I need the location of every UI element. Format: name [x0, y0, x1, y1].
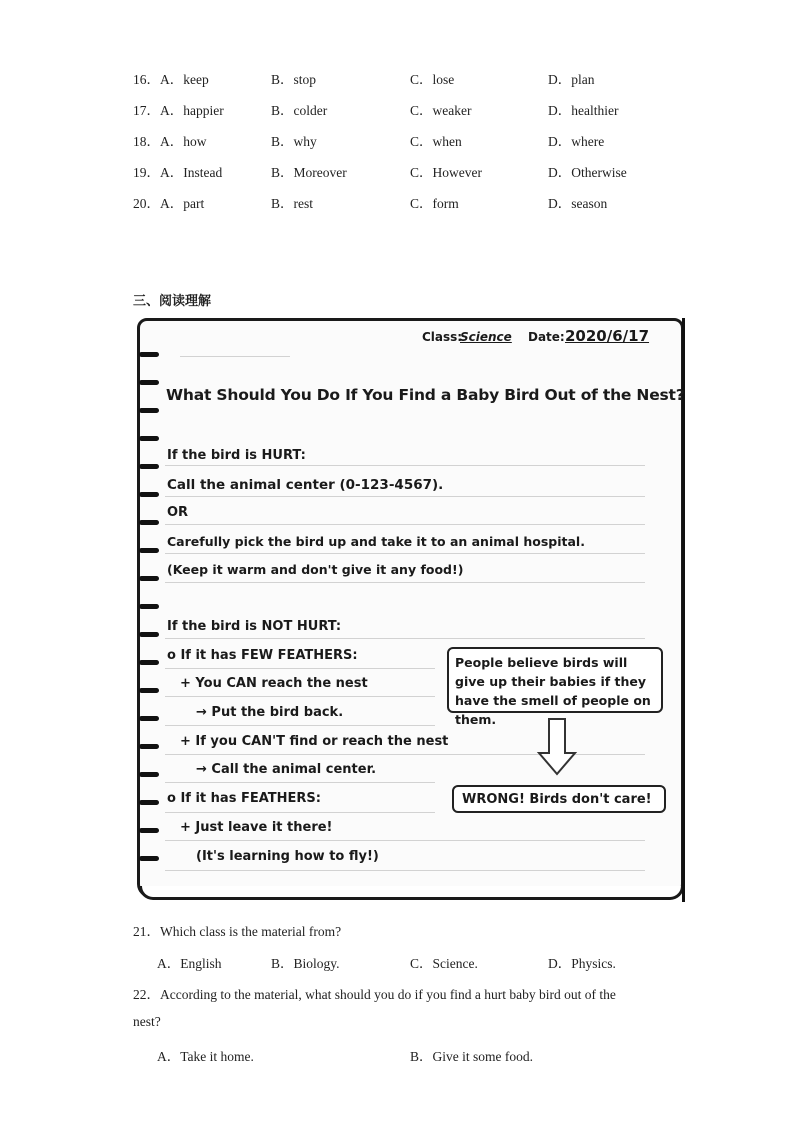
few-feathers: o If it has FEW FEATHERS: [167, 648, 358, 663]
question-22-stem-line-1: 22．According to the material, what should you do if you find a hurt baby bird out of the [133, 987, 616, 1002]
option-b: B．why [271, 134, 317, 149]
call-center: → Call the animal center. [196, 762, 377, 777]
question-22-stem-line-2: nest? [133, 1014, 161, 1029]
can-reach-nest: + You CAN reach the nest [180, 676, 368, 691]
option-d: D．Otherwise [548, 165, 627, 180]
option-c: C．weaker [410, 103, 472, 118]
option-b: B．colder [271, 103, 328, 118]
question-21-stem: 21．Which class is the material from? [133, 924, 342, 939]
option-b: B．rest [271, 196, 313, 211]
option-d: D．season [548, 196, 608, 211]
put-bird-back: → Put the bird back. [196, 705, 344, 720]
section-heading: 三、阅读理解 [133, 294, 212, 309]
option-a: A．Instead [160, 165, 223, 180]
option-d: D．plan [548, 72, 595, 87]
leave-it: + Just leave it there! [180, 820, 333, 835]
question-number: 18． [133, 134, 160, 149]
question-17-row [0, 99, 794, 121]
has-feathers: o If it has FEATHERS: [167, 791, 321, 806]
not-hurt-heading: If the bird is NOT HURT: [167, 619, 342, 634]
option-a: A．happier [160, 103, 224, 118]
q21-option-a: A．English [157, 956, 222, 971]
callout-wrong: WRONG! Birds don't care! [452, 785, 666, 813]
hurt-heading: If the bird is HURT: [167, 448, 306, 463]
option-a: A．how [160, 134, 207, 149]
question-number: 20． [133, 196, 160, 211]
class-label: Class: [422, 330, 463, 344]
option-c: C．when [410, 134, 462, 149]
q21-option-b: B．Biology. [271, 956, 340, 971]
option-c: C．However [410, 165, 482, 180]
option-c: C．lose [410, 72, 455, 87]
callout-belief: People believe birds will give up their babies if they have the smell of people on them. [447, 647, 663, 713]
hurt-or: OR [167, 505, 189, 520]
down-arrow-icon [536, 717, 578, 777]
cant-reach-nest: + If you CAN'T find or reach the nest [180, 734, 449, 749]
option-d: D．healthier [548, 103, 619, 118]
notebook-edge [682, 318, 685, 902]
question-20-row [0, 192, 794, 214]
option-b: B．stop [271, 72, 317, 87]
question-number: 19． [133, 165, 160, 180]
hurt-line-3: (Keep it warm and don't give it any food!) [167, 562, 464, 577]
q21-option-d: D．Physics. [548, 956, 616, 971]
question-19-row [0, 161, 794, 183]
q21-option-c: C．Science. [410, 956, 478, 971]
q22-option-b: B．Give it some food. [410, 1049, 533, 1064]
option-d: D．where [548, 134, 605, 149]
option-a: A．part [160, 196, 205, 211]
option-c: C．form [410, 196, 459, 211]
question-16-row [0, 68, 794, 90]
q22-option-a: A．Take it home. [157, 1049, 254, 1064]
question-18-row [0, 130, 794, 152]
date-value: 2020/6/17 [565, 327, 650, 345]
notebook-title: What Should You Do If You Find a Baby Bird Out of the Nest? [166, 386, 685, 404]
class-value: Science [460, 330, 512, 344]
notebook-base [139, 886, 684, 900]
question-number: 16． [133, 72, 160, 87]
hurt-line-2: Carefully pick the bird up and take it to an animal hospital. [167, 534, 585, 549]
learning-to-fly: (It's learning how to fly!) [196, 849, 379, 864]
hurt-line-1: Call the animal center (0-123-4567). [167, 477, 444, 493]
date-label: Date: [528, 330, 565, 344]
option-b: B．Moreover [271, 165, 347, 180]
option-a: A．keep [160, 72, 209, 87]
question-number: 17． [133, 103, 160, 118]
